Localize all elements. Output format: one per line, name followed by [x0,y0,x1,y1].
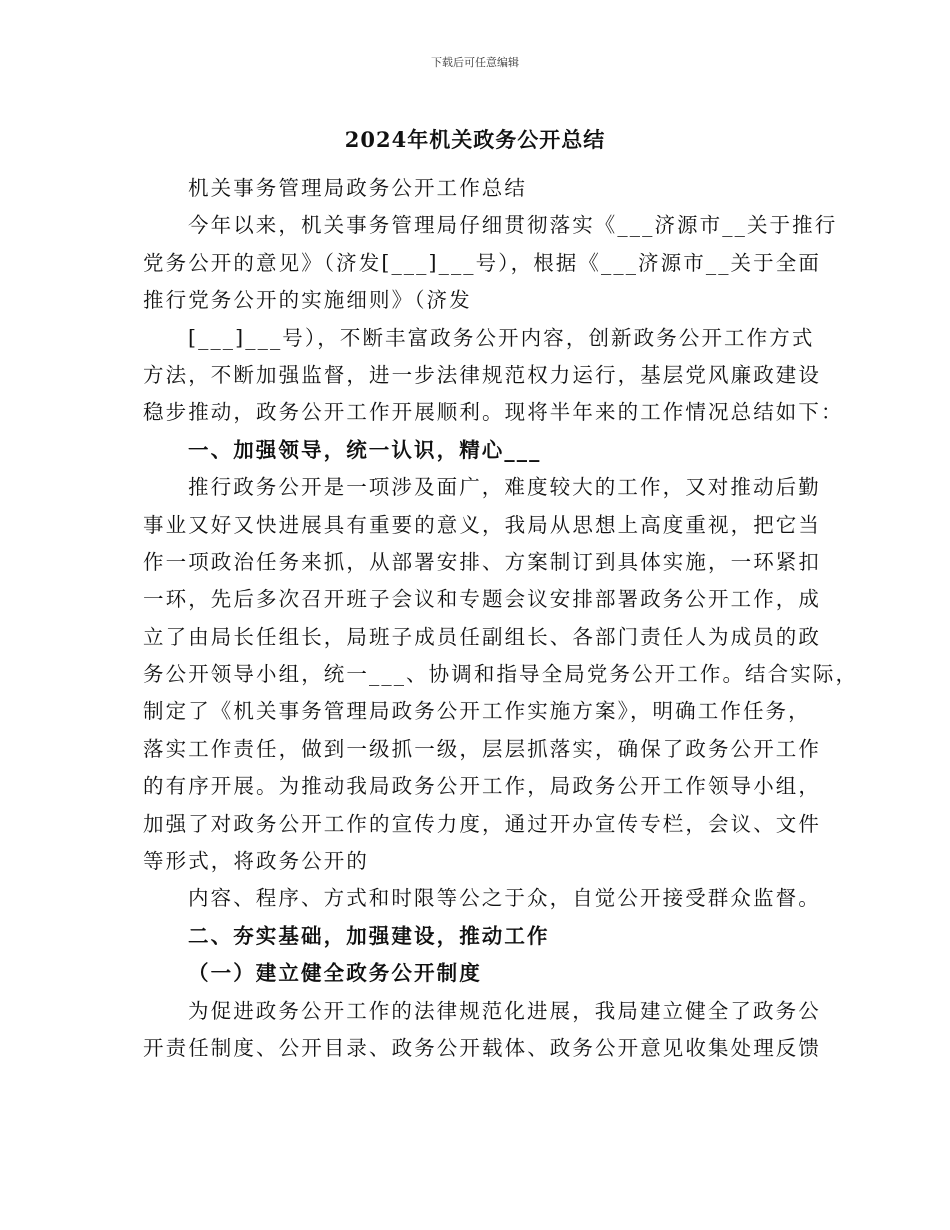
paragraph-line: 的有序开展。为推动我局政务公开工作，局政务公开工作领导小组， [143,774,821,799]
paragraph-line: 开责任制度、公开目录、政务公开载体、政务公开意见收集处理反馈 [143,1035,821,1060]
paragraph-line: 加强了对政务公开工作的宣传力度，通过开办宣传专栏，会议、文件 [143,811,821,836]
paragraph-line: 务公开领导小组，统一___、协调和指导全局党务公开工作。结合实际， [143,662,859,687]
paragraph-line: 制定了《机关事务管理局政务公开工作实施方案》，明确工作任务， [143,699,811,724]
paragraph-line: 稳步推动，政务公开工作开展顺利。现将半年来的工作情况总结如下： [143,400,844,425]
paragraph-line: 方法，不断加强监督，进一步法律规范权力运行，基层党风廉政建设 [143,362,821,387]
paragraph-line: 为促进政务公开工作的法律规范化进展，我局建立健全了政务公 [188,998,821,1023]
paragraph-heading: 机关事务管理局政务公开工作总结 [188,176,527,200]
paragraph-line: 一环，先后多次召开班子会议和专题会议安排部署政务公开工作，成 [143,587,821,612]
header-note: 下载后可任意编辑 [431,56,519,69]
paragraph-line: 落实工作责任，做到一级抓一级，层层抓落实，确保了政务公开工作 [143,736,821,761]
section-heading: 一、加强领导，统一认识，精心___ [188,437,542,462]
document-title: 2024年机关政务公开总结 [344,127,606,152]
paragraph-line: 党务公开的意见》（济发[___]___号），根据《___济源市__关于全面 [143,250,821,275]
subsection-heading: （一）建立健全政务公开制度 [188,961,482,986]
paragraph-line: 等形式，将政务公开的 [143,849,369,874]
paragraph-line: [___]___号），不断丰富政务公开内容，创新政务公开工作方式 [188,325,815,350]
paragraph-line: 作一项政治任务来抓，从部署安排、方案制订到具体实施，一环紧扣 [143,549,821,574]
paragraph-line: 推行党务公开的实施细则》（济发 [143,288,472,313]
document-body [143,170,859,1067]
paragraph-line: 事业又好又快进展具有重要的意义，我局从思想上高度重视，把它当 [143,512,821,537]
paragraph-line: 立了由局长任组长，局班子成员任副组长、各部门责任人为成员的政 [143,624,821,649]
paragraph-line: 内容、程序、方式和时限等公之于众，自觉公开接受群众监督。 [188,886,821,911]
section-heading: 二、夯实基础，加强建设，推动工作 [188,923,550,948]
paragraph-line: 推行政务公开是一项涉及面广，难度较大的工作，又对推动后勤 [188,475,821,500]
paragraph-line: 今年以来，机关事务管理局仔细贯彻落实《___济源市__关于推行 [188,213,838,238]
